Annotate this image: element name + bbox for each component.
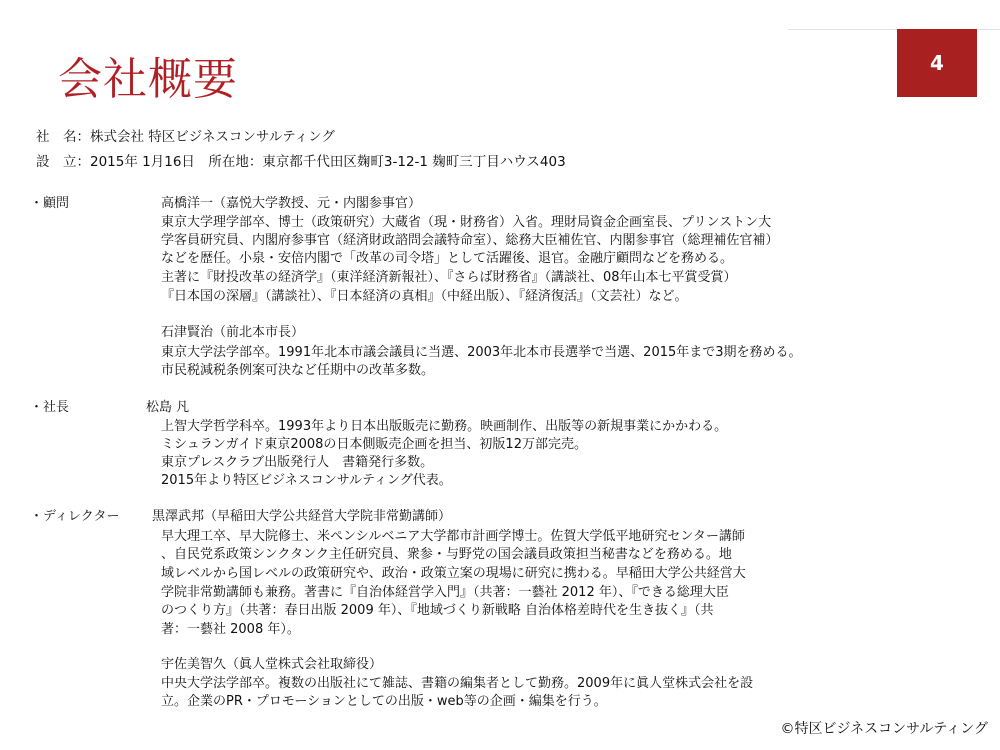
president-name: 松島 凡 (146, 400, 190, 415)
director-1-bio-line: のつくり方』（共著：春日出版 2009 年）、『地域づくり新戦略 自治体格差時代を生き抜く』（共 (161, 603, 714, 618)
president-bio-line: 2015年より特区ビジネスコンサルティング代表。 (161, 473, 452, 488)
director-2-bio-line: 中央大学法学部卒。複数の出版社にて雑誌、書籍の編集者として勤務。2009年に眞人堂株式会社を設 (161, 676, 754, 691)
advisor-2-bio-line: 東京大学法学部卒。1991年北本市議会議員に当選、2003年北本市長選挙で当選、2015年まで3期を務める。 (161, 345, 802, 360)
advisor-1-bio-line: 学客員研究員、内閣府参事官（経済財政諮問会議特命室）、総務大臣補佐官、内閣参事官（総理補佐官補） (161, 233, 779, 248)
advisor-2-name: 石津賢治（前北本市長） (161, 325, 305, 340)
advisor-2-bio-line: 市民税減税条例案可決など任期中の改革多数。 (161, 363, 435, 378)
director-2-name: 宇佐美智久（眞人堂株式会社取締役） (161, 657, 383, 672)
copyright-text: ©特区ビジネスコンサルティング (780, 721, 988, 737)
section-label-advisor: ・顧問 (30, 196, 70, 211)
advisor-1-bio-line: 主著に『財投改革の経済学』（東洋経済新報社）、『さらば財務省』（講談社、08年山本七平賞受賞） (161, 270, 737, 285)
company-founded-line: 設 立：2015年 1月16日 所在地：東京都千代田区麹町3-12-1 麹町三丁目ハウス403 (36, 154, 566, 170)
advisor-1-bio-line: 東京大学理学部卒、博士（政策研究）大蔵省（現・財務省）入省。理財局資金企画室長、プリンストン大 (161, 215, 772, 230)
director-1-name: 黒澤武邦（早稲田大学公共経営大学院非常勤講師） (152, 509, 452, 524)
director-1-bio-line: 、自民党系政策シンクタンク主任研究員、衆参・与野党の国会議員政策担当秘書などを務める。地 (161, 547, 732, 562)
president-bio-line: ミシュランガイド東京2008の日本側販売企画を担当、初版12万部完売。 (161, 437, 587, 452)
president-bio-line: 上智大学哲学科卒。1993年より日本出版販売に勤務。映画制作、出版等の新規事業にかかわる。 (161, 419, 728, 434)
director-1-bio-line: 著：一藝社 2008 年）。 (161, 622, 300, 637)
section-label-director: ・ディレクター (30, 509, 120, 524)
section-label-president: ・社長 (30, 400, 70, 415)
president-bio-line: 東京プレスクラブ出版発行人 書籍発行多数。 (161, 455, 434, 470)
director-1-bio-line: 学院非常勤講師も兼務。著書に『自治体経営学入門』（共著：一藝社 2012 年）、『できる総理大臣 (161, 585, 729, 600)
advisor-1-name: 高橋洋一（嘉悦大学教授、元・内閣参事官） (161, 196, 422, 211)
page-title: 会社概要 (58, 54, 238, 105)
company-name-line: 社 名：株式会社 特区ビジネスコンサルティング (36, 129, 335, 145)
director-1-bio-line: 域レベルから国レベルの政策研究や、政治・政策立案の現場に研究に携わる。早稲田大学公共経営大 (161, 566, 746, 581)
advisor-1-bio-line: 『日本国の深層』（講談社）、『日本経済の真相』（中経出版）、『経済復活』（文芸社）など。 (161, 289, 688, 304)
director-2-bio-line: 立。企業のPR・プロモーションとしての出版・web等の企画・編集を行う。 (161, 694, 607, 709)
page-number-badge: 4 (897, 29, 977, 97)
advisor-1-bio-line: などを歴任。小泉・安倍内閣で「改革の司令塔」として活躍後、退官。金融庁顧問などを務める。 (161, 251, 734, 266)
director-1-bio-line: 早大理工卒、早大院修士、米ペンシルベニア大学都市計画学博士。佐賀大学低平地研究センター講師 (161, 529, 745, 544)
